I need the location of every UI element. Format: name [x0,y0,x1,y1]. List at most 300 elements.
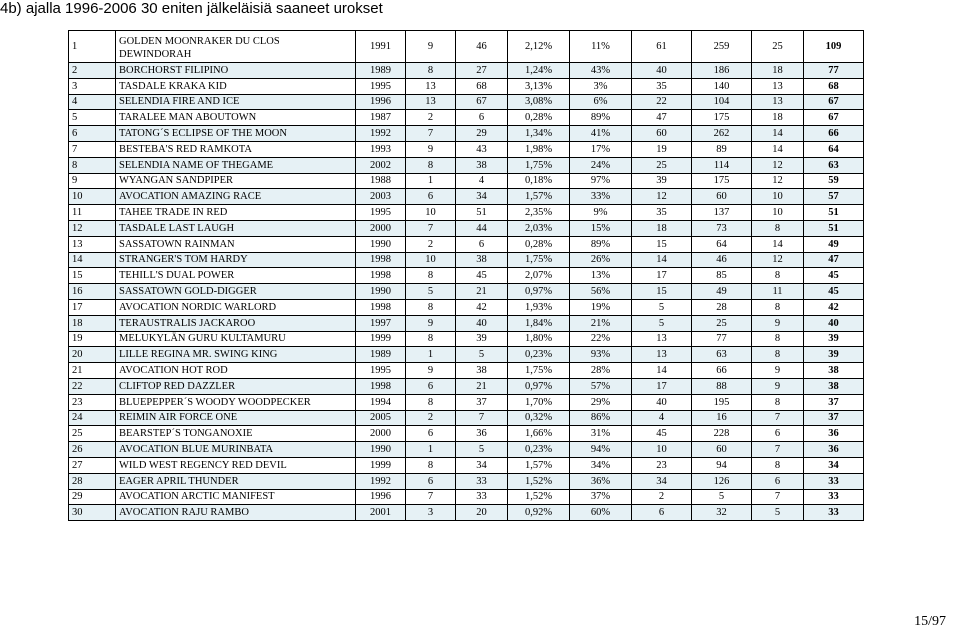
sires-table [68,30,864,521]
percent-cell: 28% [570,363,632,379]
points-cell: 37 [804,394,864,410]
offspring-cell: 33 [456,473,508,489]
points-cell: 67 [804,94,864,110]
share-cell: 1,52% [508,489,570,505]
count-a-cell: 15 [632,236,692,252]
points-cell: 63 [804,157,864,173]
offspring-cell: 45 [456,268,508,284]
litters-cell: 8 [406,299,456,315]
offspring-cell: 4 [456,173,508,189]
table-row [69,220,864,236]
offspring-cell: 33 [456,489,508,505]
year-cell: 1999 [356,331,406,347]
count-a-cell: 61 [632,31,692,63]
count-b-cell: 126 [692,473,752,489]
litters-cell: 7 [406,220,456,236]
count-a-cell: 34 [632,473,692,489]
litters-cell: 9 [406,363,456,379]
count-a-cell: 35 [632,205,692,221]
rank-cell: 21 [69,363,116,379]
name-cell: TATONG´S ECLIPSE OF THE MOON [116,126,356,142]
name-cell: AVOCATION RAJU RAMBO [116,505,356,521]
offspring-cell: 43 [456,141,508,157]
offspring-cell: 38 [456,157,508,173]
count-c-cell: 9 [752,363,804,379]
rank-cell: 20 [69,347,116,363]
share-cell: 1,80% [508,331,570,347]
count-b-cell: 28 [692,299,752,315]
table-row [69,157,864,173]
share-cell: 1,98% [508,141,570,157]
table-row [69,189,864,205]
points-cell: 57 [804,189,864,205]
share-cell: 1,75% [508,252,570,268]
points-cell: 47 [804,252,864,268]
count-c-cell: 18 [752,63,804,79]
count-b-cell: 228 [692,426,752,442]
table-row [69,505,864,521]
name-cell: CLIFTOP RED DAZZLER [116,378,356,394]
table-row [69,473,864,489]
offspring-cell: 68 [456,78,508,94]
count-a-cell: 40 [632,63,692,79]
count-a-cell: 39 [632,173,692,189]
count-b-cell: 140 [692,78,752,94]
percent-cell: 9% [570,205,632,221]
percent-cell: 43% [570,63,632,79]
year-cell: 2001 [356,505,406,521]
count-b-cell: 73 [692,220,752,236]
count-c-cell: 7 [752,442,804,458]
name-cell: STRANGER'S TOM HARDY [116,252,356,268]
offspring-cell: 7 [456,410,508,426]
count-a-cell: 5 [632,315,692,331]
name-cell: AVOCATION BLUE MURINBATA [116,442,356,458]
share-cell: 0,28% [508,110,570,126]
percent-cell: 3% [570,78,632,94]
table-row [69,347,864,363]
table-row [69,489,864,505]
rank-cell: 7 [69,141,116,157]
litters-cell: 7 [406,126,456,142]
share-cell: 1,57% [508,457,570,473]
share-cell: 1,57% [508,189,570,205]
litters-cell: 7 [406,489,456,505]
share-cell: 2,12% [508,31,570,63]
points-cell: 33 [804,489,864,505]
count-b-cell: 104 [692,94,752,110]
share-cell: 3,08% [508,94,570,110]
name-cell: BEARSTEP´S TONGANOXIE [116,426,356,442]
name-cell: AVOCATION ARCTIC MANIFEST [116,489,356,505]
count-a-cell: 47 [632,110,692,126]
table-row [69,410,864,426]
rank-cell: 28 [69,473,116,489]
table-row [69,284,864,300]
count-a-cell: 22 [632,94,692,110]
count-b-cell: 175 [692,110,752,126]
points-cell: 109 [804,31,864,63]
table-row [69,110,864,126]
rank-cell: 24 [69,410,116,426]
percent-cell: 36% [570,473,632,489]
litters-cell: 10 [406,205,456,221]
rank-cell: 27 [69,457,116,473]
percent-cell: 93% [570,347,632,363]
count-c-cell: 12 [752,252,804,268]
table-row [69,442,864,458]
name-cell: TASDALE KRAKA KID [116,78,356,94]
count-c-cell: 10 [752,189,804,205]
count-b-cell: 89 [692,141,752,157]
count-b-cell: 25 [692,315,752,331]
points-cell: 38 [804,363,864,379]
offspring-cell: 51 [456,205,508,221]
percent-cell: 34% [570,457,632,473]
name-cell: TERAUSTRALIS JACKAROO [116,315,356,331]
share-cell: 0,92% [508,505,570,521]
share-cell: 0,32% [508,410,570,426]
percent-cell: 19% [570,299,632,315]
litters-cell: 9 [406,31,456,63]
rank-cell: 14 [69,252,116,268]
year-cell: 1990 [356,442,406,458]
percent-cell: 94% [570,442,632,458]
count-a-cell: 10 [632,442,692,458]
points-cell: 68 [804,78,864,94]
litters-cell: 10 [406,252,456,268]
name-cell: AVOCATION HOT ROD [116,363,356,379]
percent-cell: 89% [570,110,632,126]
percent-cell: 31% [570,426,632,442]
offspring-cell: 5 [456,442,508,458]
percent-cell: 37% [570,489,632,505]
year-cell: 1991 [356,31,406,63]
rank-cell: 8 [69,157,116,173]
count-c-cell: 8 [752,394,804,410]
year-cell: 1992 [356,126,406,142]
litters-cell: 9 [406,315,456,331]
name-cell: AVOCATION AMAZING RACE [116,189,356,205]
count-c-cell: 14 [752,236,804,252]
percent-cell: 33% [570,189,632,205]
litters-cell: 2 [406,410,456,426]
percent-cell: 6% [570,94,632,110]
litters-cell: 3 [406,505,456,521]
share-cell: 1,84% [508,315,570,331]
year-cell: 1996 [356,94,406,110]
count-a-cell: 6 [632,505,692,521]
share-cell: 0,23% [508,347,570,363]
table-row [69,457,864,473]
count-a-cell: 19 [632,141,692,157]
count-b-cell: 88 [692,378,752,394]
points-cell: 45 [804,268,864,284]
year-cell: 1999 [356,457,406,473]
percent-cell: 86% [570,410,632,426]
rank-cell: 15 [69,268,116,284]
table-row [69,378,864,394]
count-a-cell: 25 [632,157,692,173]
percent-cell: 29% [570,394,632,410]
offspring-cell: 40 [456,315,508,331]
rank-cell: 4 [69,94,116,110]
offspring-cell: 39 [456,331,508,347]
count-c-cell: 8 [752,299,804,315]
share-cell: 1,52% [508,473,570,489]
count-b-cell: 60 [692,189,752,205]
count-c-cell: 10 [752,205,804,221]
rank-cell: 1 [69,31,116,63]
litters-cell: 13 [406,78,456,94]
count-a-cell: 14 [632,363,692,379]
name-cell: AVOCATION NORDIC WARLORD [116,299,356,315]
year-cell: 2005 [356,410,406,426]
count-c-cell: 12 [752,157,804,173]
count-a-cell: 35 [632,78,692,94]
percent-cell: 97% [570,173,632,189]
rank-cell: 6 [69,126,116,142]
share-cell: 0,97% [508,284,570,300]
count-b-cell: 114 [692,157,752,173]
table-body [69,31,864,521]
offspring-cell: 42 [456,299,508,315]
rank-cell: 23 [69,394,116,410]
count-b-cell: 32 [692,505,752,521]
table-row [69,315,864,331]
count-c-cell: 6 [752,426,804,442]
page-number: 15/97 [914,614,946,629]
litters-cell: 8 [406,63,456,79]
name-cell: GOLDEN MOONRAKER DU CLOS DEWINDORAH [116,31,356,63]
rank-cell: 5 [69,110,116,126]
year-cell: 1987 [356,110,406,126]
share-cell: 3,13% [508,78,570,94]
points-cell: 33 [804,505,864,521]
count-c-cell: 25 [752,31,804,63]
count-c-cell: 11 [752,284,804,300]
points-cell: 34 [804,457,864,473]
year-cell: 1996 [356,489,406,505]
count-c-cell: 5 [752,505,804,521]
count-b-cell: 137 [692,205,752,221]
rank-cell: 30 [69,505,116,521]
year-cell: 1989 [356,347,406,363]
name-cell: EAGER APRIL THUNDER [116,473,356,489]
name-cell: BESTEBA'S RED RAMKOTA [116,141,356,157]
year-cell: 1998 [356,268,406,284]
rank-cell: 18 [69,315,116,331]
count-b-cell: 66 [692,363,752,379]
percent-cell: 60% [570,505,632,521]
share-cell: 2,03% [508,220,570,236]
count-a-cell: 17 [632,378,692,394]
count-b-cell: 77 [692,331,752,347]
share-cell: 1,75% [508,157,570,173]
year-cell: 1998 [356,378,406,394]
table-row [69,141,864,157]
offspring-cell: 38 [456,363,508,379]
count-a-cell: 23 [632,457,692,473]
year-cell: 2003 [356,189,406,205]
table-row [69,331,864,347]
litters-cell: 2 [406,236,456,252]
year-cell: 1990 [356,236,406,252]
offspring-cell: 34 [456,457,508,473]
count-c-cell: 8 [752,347,804,363]
count-c-cell: 7 [752,489,804,505]
year-cell: 1990 [356,284,406,300]
points-cell: 40 [804,315,864,331]
offspring-cell: 21 [456,378,508,394]
name-cell: TASDALE LAST LAUGH [116,220,356,236]
name-cell: WYANGAN SANDPIPER [116,173,356,189]
offspring-cell: 38 [456,252,508,268]
year-cell: 1995 [356,78,406,94]
count-c-cell: 9 [752,315,804,331]
percent-cell: 17% [570,141,632,157]
rank-cell: 11 [69,205,116,221]
litters-cell: 2 [406,110,456,126]
name-cell: TARALEE MAN ABOUTOWN [116,110,356,126]
count-a-cell: 13 [632,347,692,363]
count-c-cell: 13 [752,78,804,94]
year-cell: 2002 [356,157,406,173]
rank-cell: 9 [69,173,116,189]
points-cell: 36 [804,442,864,458]
count-b-cell: 175 [692,173,752,189]
year-cell: 1988 [356,173,406,189]
year-cell: 1998 [356,299,406,315]
count-b-cell: 94 [692,457,752,473]
count-b-cell: 85 [692,268,752,284]
count-b-cell: 195 [692,394,752,410]
percent-cell: 15% [570,220,632,236]
count-a-cell: 4 [632,410,692,426]
percent-cell: 41% [570,126,632,142]
points-cell: 49 [804,236,864,252]
table-row [69,94,864,110]
offspring-cell: 46 [456,31,508,63]
count-a-cell: 60 [632,126,692,142]
count-b-cell: 262 [692,126,752,142]
count-a-cell: 14 [632,252,692,268]
rank-cell: 22 [69,378,116,394]
count-c-cell: 8 [752,220,804,236]
year-cell: 1997 [356,315,406,331]
offspring-cell: 6 [456,236,508,252]
points-cell: 51 [804,220,864,236]
name-cell: SELENDIA NAME OF THEGAME [116,157,356,173]
table-row [69,236,864,252]
litters-cell: 9 [406,141,456,157]
rank-cell: 17 [69,299,116,315]
litters-cell: 1 [406,347,456,363]
litters-cell: 8 [406,394,456,410]
litters-cell: 6 [406,189,456,205]
count-a-cell: 17 [632,268,692,284]
table-row [69,268,864,284]
table-row [69,299,864,315]
share-cell: 0,18% [508,173,570,189]
count-c-cell: 12 [752,173,804,189]
share-cell: 1,34% [508,126,570,142]
name-cell: TAHEE TRADE IN RED [116,205,356,221]
count-b-cell: 186 [692,63,752,79]
percent-cell: 24% [570,157,632,173]
table-row [69,78,864,94]
name-cell: SELENDIA FIRE AND ICE [116,94,356,110]
litters-cell: 13 [406,94,456,110]
points-cell: 59 [804,173,864,189]
share-cell: 0,23% [508,442,570,458]
rank-cell: 2 [69,63,116,79]
name-cell: LILLE REGINA MR. SWING KING [116,347,356,363]
count-a-cell: 15 [632,284,692,300]
offspring-cell: 21 [456,284,508,300]
count-b-cell: 49 [692,284,752,300]
count-c-cell: 8 [752,331,804,347]
percent-cell: 26% [570,252,632,268]
litters-cell: 1 [406,442,456,458]
points-cell: 39 [804,331,864,347]
count-a-cell: 13 [632,331,692,347]
name-cell: TEHILL'S DUAL POWER [116,268,356,284]
share-cell: 0,97% [508,378,570,394]
points-cell: 38 [804,378,864,394]
count-c-cell: 14 [752,126,804,142]
points-cell: 45 [804,284,864,300]
percent-cell: 89% [570,236,632,252]
name-cell: BORCHORST FILIPINO [116,63,356,79]
count-a-cell: 12 [632,189,692,205]
percent-cell: 22% [570,331,632,347]
table-row [69,252,864,268]
count-b-cell: 46 [692,252,752,268]
points-cell: 66 [804,126,864,142]
litters-cell: 6 [406,426,456,442]
litters-cell: 1 [406,173,456,189]
offspring-cell: 34 [456,189,508,205]
offspring-cell: 6 [456,110,508,126]
count-a-cell: 45 [632,426,692,442]
year-cell: 2000 [356,220,406,236]
percent-cell: 11% [570,31,632,63]
year-cell: 1994 [356,394,406,410]
page-heading: 4b) ajalla 1996-2006 30 eniten jälkeläisiä saaneet urokset [0,0,383,17]
percent-cell: 56% [570,284,632,300]
percent-cell: 21% [570,315,632,331]
litters-cell: 8 [406,457,456,473]
share-cell: 2,35% [508,205,570,221]
rank-cell: 19 [69,331,116,347]
year-cell: 1995 [356,363,406,379]
count-b-cell: 64 [692,236,752,252]
offspring-cell: 29 [456,126,508,142]
points-cell: 51 [804,205,864,221]
table-row [69,394,864,410]
percent-cell: 13% [570,268,632,284]
rank-cell: 26 [69,442,116,458]
name-cell: SASSATOWN GOLD-DIGGER [116,284,356,300]
rank-cell: 13 [69,236,116,252]
share-cell: 0,28% [508,236,570,252]
offspring-cell: 5 [456,347,508,363]
litters-cell: 6 [406,378,456,394]
count-c-cell: 6 [752,473,804,489]
litters-cell: 5 [406,284,456,300]
year-cell: 1992 [356,473,406,489]
